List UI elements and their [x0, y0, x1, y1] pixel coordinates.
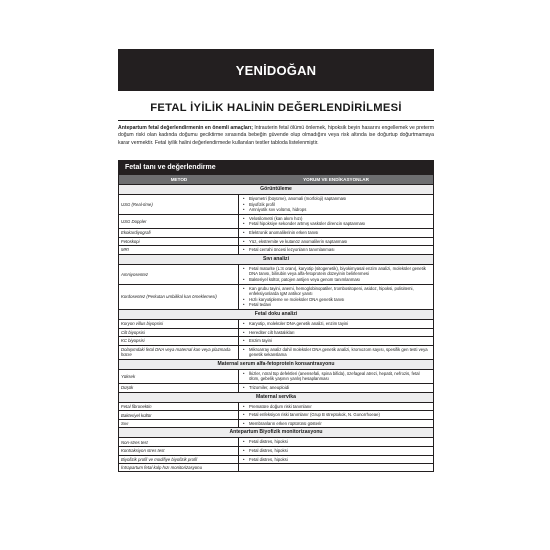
method-cell: Bakteriyel kültür — [119, 411, 239, 419]
table-section-heading: Maternal serum alfa-fetoprotein konsantrasyonu — [119, 359, 433, 369]
comment-bullet: • Membranların erken rüptürünü gösterir — [243, 421, 431, 427]
method-cell: KC biyopsisi — [119, 337, 239, 345]
comments-cell — [239, 346, 433, 359]
table-row — [119, 336, 433, 345]
comment-bullet: • İkizler, nöral tüp defektleri (anensefali, spina bifida), özefageal atrezi, hepatit, nefrozis, fetal ölüm, gebelik yaşının yanlış hesaplanması — [243, 371, 431, 382]
comments-cell — [239, 320, 433, 328]
comments-cell — [239, 447, 433, 455]
comment-bullet: • Fetal hipoksiye sekonder artmış vasküler direncin saptanması — [243, 221, 431, 227]
table-row — [119, 245, 433, 254]
table-section-heading: Maternal servika — [119, 392, 433, 402]
table-row — [119, 319, 433, 328]
comment-bullet: • Trizomiler, aneuploidi — [243, 385, 431, 391]
comments-cell — [239, 265, 433, 284]
table-row — [119, 369, 433, 383]
section-title: FETAL İYİLİK HALİNİN DEĞERLENDİRİLMESİ — [150, 102, 402, 114]
comment-bullet: • Mikroarray analiz dahil moleküler DNA genetik analizi, kromozom sayısı, spesifik gen testi veya genetik sekanslama — [243, 347, 431, 358]
comments-cell — [239, 246, 433, 254]
comment-bullet: • Biyofizik profil — [243, 202, 431, 208]
comment-bullet: • Fetal enfeksiyon riski tanımlanır (Grup B streptokok, N. Gonorrhoeae) — [243, 412, 431, 418]
table-header — [119, 175, 433, 184]
chapter-header-band — [118, 49, 434, 91]
comment-bullet: • Fetal distres, hipoksi — [243, 448, 431, 454]
chapter-title: YENİDOĞAN — [235, 62, 317, 78]
comments-cell — [239, 384, 433, 392]
table-row — [119, 328, 433, 337]
comments-cell — [239, 370, 433, 383]
comments-cell — [239, 229, 433, 237]
comments-cell — [239, 464, 433, 471]
comments-cell — [239, 285, 433, 309]
column-header-method: METOD — [170, 177, 188, 182]
comment-bullet: • Karyotip, moleküler DNA genetik analizi, enzim tayini — [243, 321, 431, 327]
method-cell: İntrapartum fetal kalp hızı monitorizasyonu — [119, 464, 239, 471]
title-rule — [118, 120, 434, 121]
method-cell: Kordosentez (Perkutan umbilikal kan örneklemesi) — [119, 285, 239, 309]
method-cell: USG (Real-time) — [119, 195, 239, 214]
comment-bullet: • Elektronik anomalilerinin erken tanısı — [243, 230, 431, 236]
comments-cell — [239, 215, 433, 228]
comments-cell — [239, 438, 433, 446]
comment-bullet: • Enzim tayini — [243, 338, 431, 344]
comment-bullet: • Fetal tedavi — [243, 302, 431, 308]
comments-cell — [239, 195, 433, 214]
method-cell: Düşük — [119, 384, 239, 392]
comments-cell — [239, 329, 433, 337]
method-cell: Amniyosentez — [119, 265, 239, 284]
table-row — [119, 214, 433, 228]
table-row — [119, 228, 433, 237]
table-row — [119, 194, 433, 214]
intro-lead: Antepartum fetal değerlendirmenin en önemli amaçları; — [118, 125, 253, 131]
book-page — [118, 49, 434, 472]
fetal-diagnosis-table — [118, 160, 434, 472]
table-section-heading: Sıvı analizi — [119, 254, 433, 264]
method-cell: Ekokardiyografi — [119, 229, 239, 237]
table-section-heading: Fetal doku analizi — [119, 309, 433, 319]
intro-text: İntrauterin fetal ölümü önlemek, hipoksik beyin hasarını engellemek ve preterm doğum riski olan kadında doğumu geciktirme sırasında bebeğin güvende olup olmadığını veya risk altında ise doğurtup doğurtmamaya karar vermektir. Fetal iyilik halini değerlendirmede kullanılan testler tabloda listelenmiştir. — [118, 125, 434, 146]
table-row — [119, 237, 433, 246]
comment-bullet: • Amniyotik sıvı volümü, hidrops — [243, 207, 431, 213]
method-cell: Cilt biyopsisi — [119, 329, 239, 337]
comment-bullet: • Fetal distres, hipoksi — [243, 457, 431, 463]
table-row — [119, 402, 433, 411]
table-row — [119, 345, 433, 359]
method-cell: USG Doppler — [119, 215, 239, 228]
method-cell: Non-stres test — [119, 438, 239, 446]
comments-cell — [239, 420, 433, 428]
table-section-heading: Görüntüleme — [119, 184, 433, 194]
comment-bullet: • Prematüre doğum riski tanımlanır — [243, 404, 431, 410]
comment-bullet: • Fetal cerrahi öncesi lezyonların tanımlanması — [243, 247, 431, 253]
comment-bullet: • Hızlı karyotipleme ve moleküler DNA genetik tanısı — [243, 297, 431, 303]
table-row — [119, 446, 433, 455]
table-row — [119, 383, 433, 392]
method-cell: Biyofizik profil ve modifiye biyofizik profil — [119, 456, 239, 464]
method-cell: Kontraksiyon stres test — [119, 447, 239, 455]
comment-bullet: • Fetal distres, hipoksi — [243, 439, 431, 445]
table-row — [119, 419, 433, 428]
comment-bullet: • Bakteriyel kültür, patojen antijen veya genom tanımlanması — [243, 277, 431, 283]
comment-bullet: • Biyometri (büyüme), anomali (morfoloji) saptanması — [243, 196, 431, 202]
method-cell: Koryon villus biyopsisi — [119, 320, 239, 328]
method-cell: Fetoskopi — [119, 238, 239, 246]
intro-paragraph — [118, 125, 434, 155]
table-row — [119, 410, 433, 419]
method-cell: Sıvı — [119, 420, 239, 428]
comments-cell — [239, 238, 433, 246]
comment-bullet: • Herediter cilt hastalıkları — [243, 330, 431, 336]
method-cell: Yüksek — [119, 370, 239, 383]
table-row — [119, 455, 433, 464]
table-row — [119, 463, 433, 471]
table-row — [119, 437, 433, 446]
comments-cell — [239, 456, 433, 464]
comment-bullet: • Kan grubu tayini, anemi, hemoglobinopatiler, trombositopeni, asidoz, hipoksi, poliüitemi, enfeksiyonlarda IgM antikor yanıtı — [243, 286, 431, 297]
comments-cell — [239, 411, 433, 419]
method-cell: MRI — [119, 246, 239, 254]
comment-bullet: • Yüz, ekstremite ve kutanöz anomalilerin saptanması — [243, 239, 431, 245]
table-row — [119, 284, 433, 309]
column-header-comments: YORUM VE ENDİKASYONLAR — [303, 177, 369, 182]
comment-bullet: • Velosilometri (kan akım hızı) — [243, 216, 431, 222]
table-row — [119, 264, 433, 284]
table-section-heading: Antepartum Biyofizik monitorizasyonu — [119, 427, 433, 437]
comments-cell — [239, 337, 433, 345]
method-cell: Fetal fibronektin — [119, 403, 239, 411]
method-cell: Dolaşımdaki fetal DNA veya maternal kan veya plazmada hücre — [119, 346, 239, 359]
comment-bullet: • Fetal maturite (L:S oranı), karyotip (sitogenetik), biyokimyasal enzim analizi, moleküler genetik DNA tanısı, bilirubin veya alfa-fetoprotein düzeyinin belirlenmesi — [243, 266, 431, 277]
table-title: Fetal tanı ve değerlendirme — [119, 161, 433, 175]
comments-cell — [239, 403, 433, 411]
